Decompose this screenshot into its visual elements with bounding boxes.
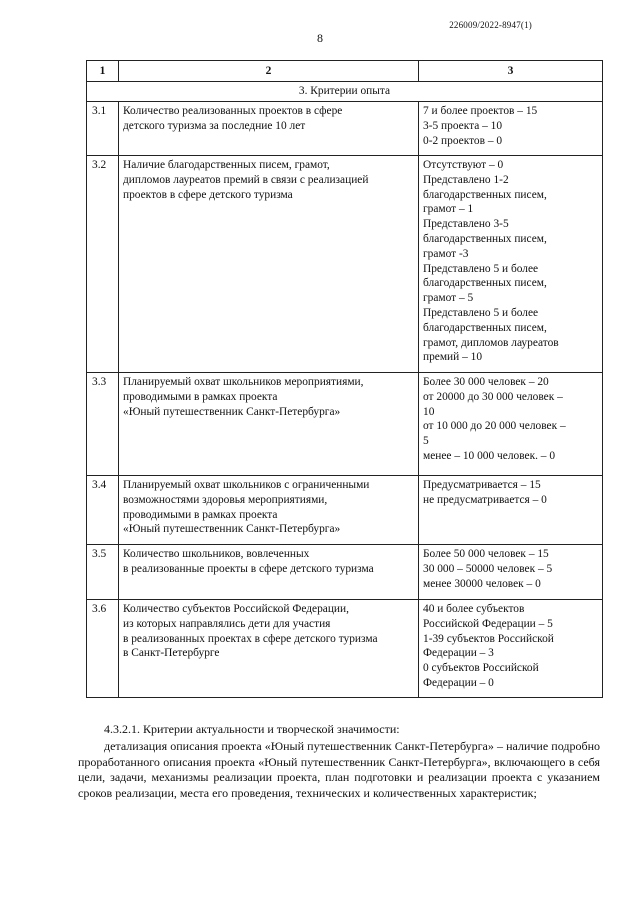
text-line: Предусматривается – 15 [423, 479, 541, 491]
row-number: 3.2 [87, 156, 119, 373]
scores-cell [419, 373, 603, 476]
table-row [87, 545, 603, 600]
text-line: Планируемый охват школьников мероприятиями, [123, 376, 364, 388]
scores-cell [419, 545, 603, 600]
text-line: Федерации – 3 [423, 647, 494, 660]
page-number: 8 [317, 31, 323, 45]
text-line: благодарственных писем, [423, 277, 547, 290]
text-line: Представлено 3-5 [423, 218, 509, 231]
text-line: 5 [423, 435, 429, 448]
section-title: 3. Критерии опыта [87, 82, 603, 102]
text-line: благодарственных писем, [423, 232, 547, 245]
text-line: в реализованных проектах в сфере детского туризма [123, 632, 378, 645]
text-line: Федерации – 0 [423, 676, 494, 689]
text-line: грамот – 1 [423, 203, 474, 216]
row-number: 3.5 [87, 545, 119, 600]
criterion-cell [119, 156, 419, 373]
scores-cell [419, 102, 603, 156]
section-row [87, 82, 603, 102]
subsection-heading: 4.3.2.1. Критерии актуальности и творческой значимости: [104, 722, 400, 736]
scores-cell [419, 600, 603, 698]
text-line: благодарственных писем, [423, 188, 547, 201]
text-line: проводимыми в рамках проекта [123, 390, 278, 403]
row-number: 3.1 [87, 102, 119, 156]
text-line: дипломов лауреатов премий в связи с реализацией [123, 173, 369, 186]
text-line: детского туризма за последние 10 лет [123, 119, 306, 132]
text-line: Количество реализованных проектов в сфере [123, 105, 343, 117]
text-line: в реализованные проекты в сфере детского туризма [123, 562, 374, 575]
text-line: Отсутствуют – 0 [423, 159, 504, 171]
row-number: 3.3 [87, 373, 119, 476]
text-line: грамот -3 [423, 247, 469, 260]
text-line: «Юный путешественник Санкт-Петербурга» [123, 405, 341, 418]
text-line: Планируемый охват школьников с ограниченными [123, 479, 370, 491]
text-line: 1-39 субъектов Российской [423, 632, 554, 645]
body-paragraph: детализация описания проекта «Юный путешественник Санкт-Петербурга» – наличие подробно проработанного описания проекта «Юный путешественник Санкт-Петербурга», включающего в себя цели, задачи, механизмы реализации проекта, план подготовки и реализации проекта с указанием сроков реализации, места его проведения, технических и количественных характеристик; [78, 739, 600, 800]
text-line: 10 [423, 405, 435, 418]
text-line: от 20000 до 30 000 человек – [423, 390, 563, 403]
criterion-cell [119, 476, 419, 545]
criteria-table [86, 60, 603, 698]
text-line: Представлено 5 и более [423, 262, 539, 275]
text-line: «Юный путешественник Санкт-Петербурга» [123, 523, 341, 536]
text-line: проводимыми в рамках проекта [123, 508, 278, 521]
scores-cell [419, 476, 603, 545]
column-header-3: 3 [419, 61, 603, 82]
table-row [87, 476, 603, 545]
text-line: менее 30000 человек – 0 [423, 577, 541, 590]
column-header-1: 1 [87, 61, 119, 82]
text-line: 40 и более субъектов [423, 603, 525, 615]
row-number: 3.6 [87, 600, 119, 698]
criterion-cell [119, 545, 419, 600]
text-line: Наличие благодарственных писем, грамот, [123, 159, 330, 171]
table-row [87, 102, 603, 156]
text-line: Количество школьников, вовлеченных [123, 548, 310, 560]
text-line: Более 30 000 человек – 20 [423, 376, 549, 388]
text-line: Количество субъектов Российской Федерации, [123, 603, 349, 615]
text-line: 7 и более проектов – 15 [423, 105, 538, 117]
criterion-cell [119, 600, 419, 698]
table-header-row [87, 61, 603, 82]
text-line: 3-5 проекта – 10 [423, 119, 503, 132]
text-line: премий – 10 [423, 351, 483, 364]
text-line: из которых направлялись дети для участия [123, 617, 331, 630]
table-row [87, 156, 603, 373]
text-line: грамот, дипломов лауреатов [423, 336, 559, 349]
criterion-cell [119, 373, 419, 476]
text-line: возможностями здоровья мероприятиями, [123, 493, 328, 506]
text-line: не предусматривается – 0 [423, 493, 547, 506]
text-line: благодарственных писем, [423, 321, 547, 334]
table-row [87, 373, 603, 476]
column-header-2: 2 [119, 61, 419, 82]
row-number: 3.4 [87, 476, 119, 545]
text-line: Представлено 1-2 [423, 173, 509, 186]
text-line: Представлено 5 и более [423, 306, 539, 319]
criterion-cell [119, 102, 419, 156]
text-line: грамот – 5 [423, 292, 474, 305]
scores-cell [419, 156, 603, 373]
text-line: от 10 000 до 20 000 человек – [423, 420, 566, 433]
table-row [87, 600, 603, 698]
text-line: 0 субъектов Российской [423, 662, 539, 675]
text-line: Российской Федерации – 5 [423, 617, 553, 630]
document-number: 226009/2022-8947(1) [449, 20, 532, 30]
text-line: менее – 10 000 человек. – 0 [423, 449, 556, 462]
text-line: в Санкт-Петербурге [123, 647, 220, 660]
text-line: 30 000 – 50000 человек – 5 [423, 562, 553, 575]
text-line: Более 50 000 человек – 15 [423, 548, 549, 560]
text-line: 0-2 проектов – 0 [423, 134, 503, 147]
text-line: проектов в сфере детского туризма [123, 188, 293, 201]
